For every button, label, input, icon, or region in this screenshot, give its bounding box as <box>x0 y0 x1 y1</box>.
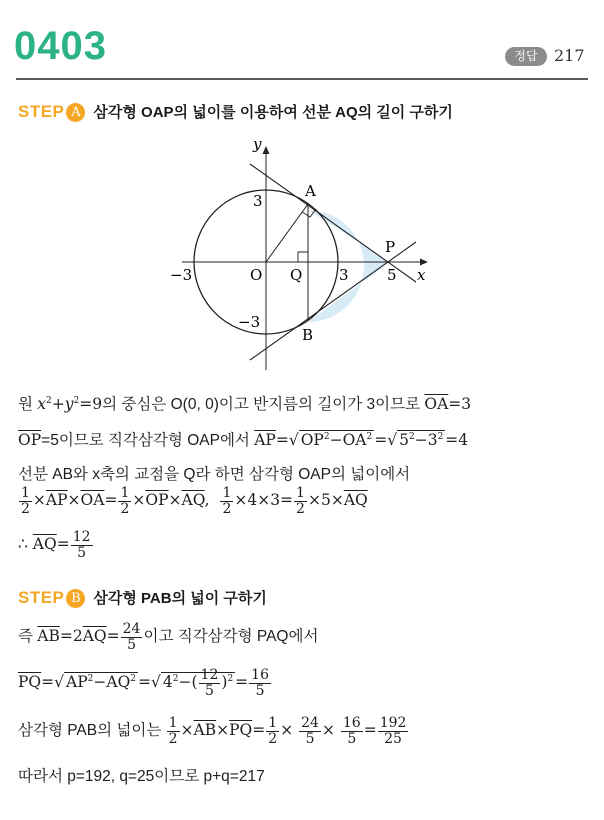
label-three-x: 3 <box>339 266 349 284</box>
step-a-heading <box>18 101 453 122</box>
segment-oa <box>266 204 308 262</box>
label-neg-three-y: −3 <box>238 313 261 331</box>
label-y: y <box>253 135 262 153</box>
circle-tangent-diagram <box>160 128 440 378</box>
solution-line-5: ∴ $\overline{AQ}=$ $\frac{12}{5}$ <box>18 529 91 561</box>
header-rule <box>16 78 588 80</box>
y-axis-arrow <box>263 146 270 154</box>
label-b: B <box>302 326 314 344</box>
label-q: Q <box>290 266 303 284</box>
tangent-line-a <box>250 164 416 282</box>
step-b-badge: B <box>66 589 85 608</box>
step-a-label: STEP <box>18 102 65 121</box>
answer-badge: 정답 <box>505 47 547 66</box>
page-number: 217 <box>554 46 585 65</box>
label-neg-three-x: −3 <box>170 266 193 284</box>
solution-line-2: $\overline{OP}=5$이므로 직각삼각형 OAP에서 $\overline{AP}=√$ $OP^2-\overline{OA}^2$ =√ $5^2-3^2 =4$ <box>18 431 469 449</box>
step-b-label: STEP <box>18 588 65 607</box>
step-a-title: 삼각형 OAP의 넓이를 이용하여 선분 AQ의 길이 구하기 <box>93 104 453 121</box>
label-a: A <box>305 182 316 200</box>
label-o: O <box>250 266 263 284</box>
label-three-y: 3 <box>253 192 263 210</box>
label-x: x <box>417 266 426 284</box>
right-angle-q <box>298 252 308 262</box>
solution-b-line-3: 삼각형 PAB의 넓이는 $\frac{1}{2}$ $\times\overline{AB}\times\overline{PQ}=$ $\frac{1}{2}$ × $\frac{24}{5}$ × $\frac{16}{5}$ = $\frac{192}{25}$ <box>18 715 407 747</box>
step-a-badge: A <box>66 103 85 122</box>
solution-b-line-1: 즉 $\overline{AB}=2\overline{AQ}=$ $\frac{24}{5}$ 이고 직각삼각형 PAQ에서 <box>18 621 319 653</box>
label-p: P <box>385 238 396 256</box>
solution-line-4: $\frac{1}{2}$ $\times\overline{AP}\times\overline{OA}=$ $\frac{1}{2}$ $\times\overline{OP}\times\overline{AQ}$, $\frac{1}{2}$ ×4×3= $\frac{1}{2}$ $\times 5\times\overline{AQ}$ <box>21 485 368 517</box>
solution-line-3: 선분 AB와 x축의 교점을 Q라 하면 삼각형 OAP의 넓이에서 <box>18 466 411 483</box>
shaded-region <box>308 210 390 322</box>
x-axis-arrow <box>420 259 428 266</box>
solution-b-line-2: $\overline{PQ}=√$ $AP^2-\overline{AQ}^2$ =√ $4^2-$( $\frac{12}{5}$ )$^2$ = $\frac{16}{5}$ <box>18 667 269 699</box>
step-b-title: 삼각형 PAB의 넓이 구하기 <box>93 590 267 607</box>
tangent-line-b <box>250 242 416 360</box>
solution-line-1: 원 $x^2+y^2=9$의 중심은 O(0, 0)이고 반지름의 길이가 3이므로 $\overline{OA}=3$ <box>18 395 472 413</box>
solution-b-line-4: 따라서 p=192, q=25이므로 p+q=217 <box>18 768 265 785</box>
problem-number: 0403 <box>14 24 107 68</box>
label-five-x: 5 <box>387 266 397 284</box>
step-b-heading <box>18 587 267 608</box>
